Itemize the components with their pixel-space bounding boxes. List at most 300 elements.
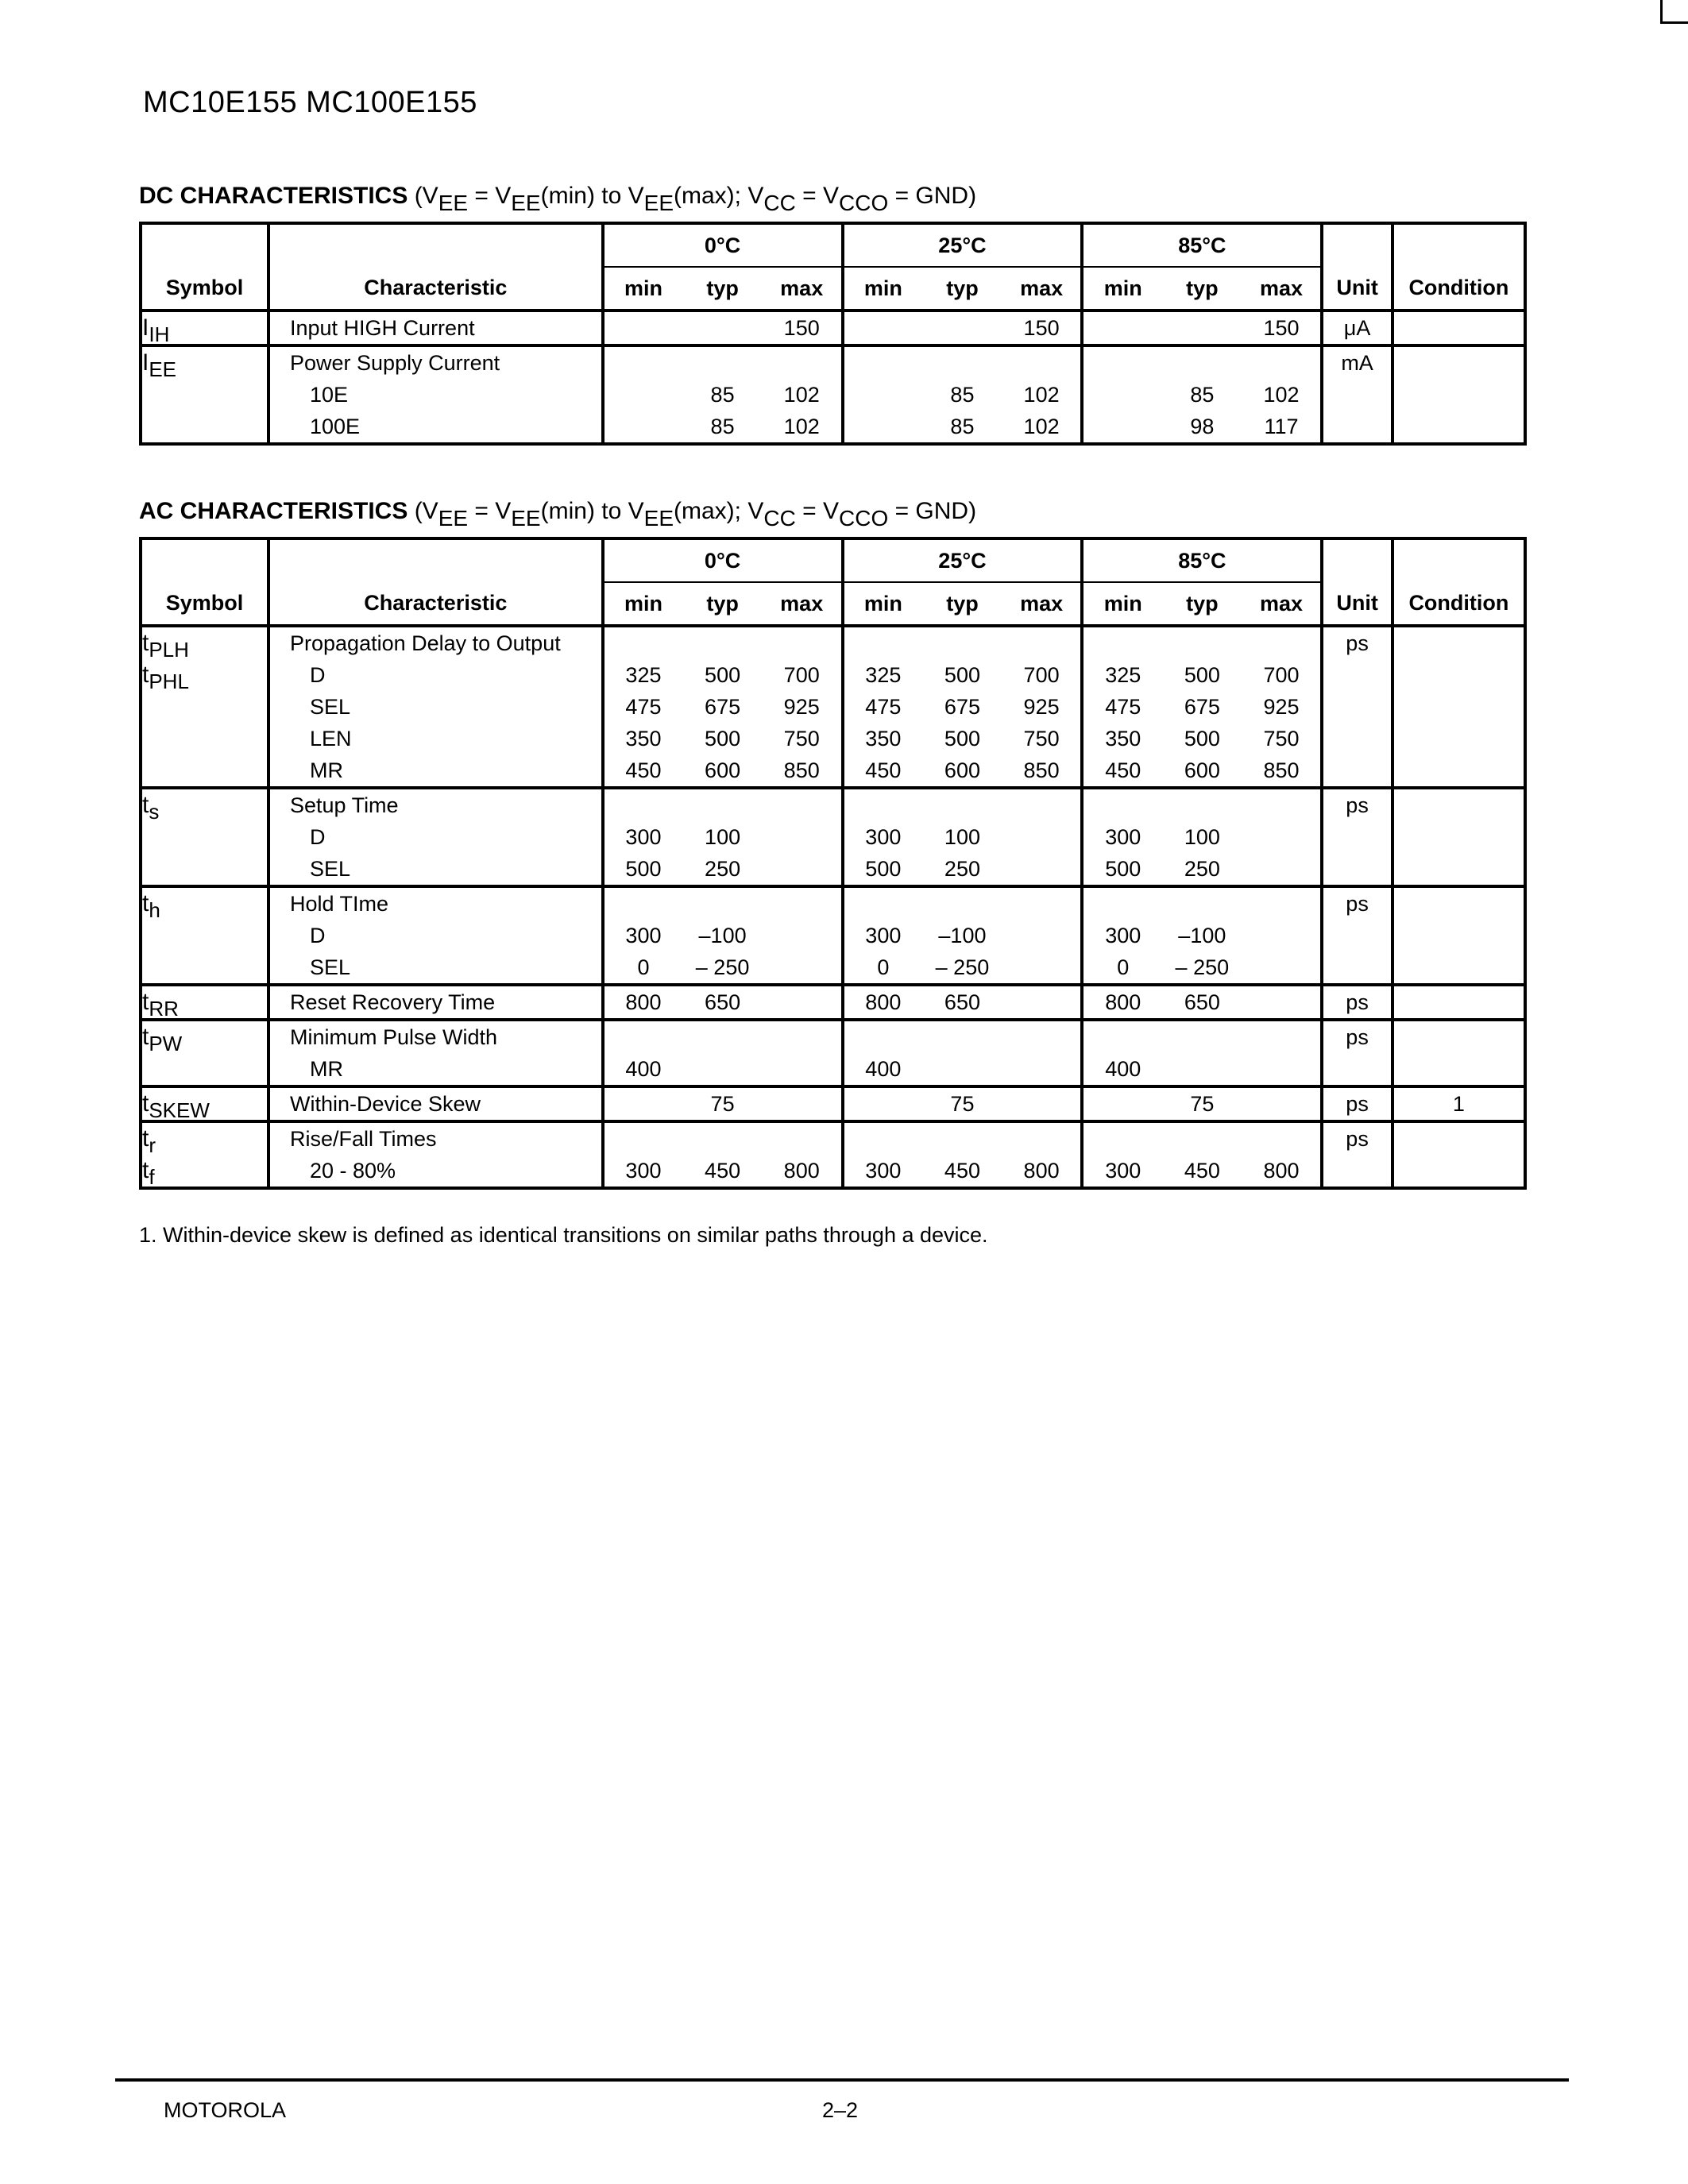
condition-cell xyxy=(1393,985,1525,1020)
value: 400 xyxy=(625,1057,662,1081)
value: 600 xyxy=(1184,758,1220,782)
characteristic-label: 100E xyxy=(310,415,361,438)
value: 300 xyxy=(625,825,662,849)
condition-header: Condition xyxy=(1393,582,1525,626)
value xyxy=(763,1053,841,1085)
value-cell xyxy=(1162,1121,1242,1188)
symbol-cell xyxy=(141,1020,268,1086)
typ-header: typ xyxy=(682,267,763,311)
characteristic-label: LEN xyxy=(310,727,352,751)
condition-cell xyxy=(1393,311,1525,345)
symbol: $t_f$ xyxy=(142,1157,155,1189)
value: 500 xyxy=(944,663,980,687)
value xyxy=(844,1123,923,1155)
typ-header: typ xyxy=(1162,267,1242,311)
value: 250 xyxy=(944,857,980,881)
value: – 250 xyxy=(695,955,750,979)
temp-header-85c: 85°C xyxy=(1082,538,1322,582)
value xyxy=(922,312,1002,344)
value-cell xyxy=(603,1121,683,1188)
value xyxy=(1242,951,1321,983)
symbol-cell xyxy=(141,985,268,1020)
value: 75 xyxy=(950,1092,975,1116)
value-cell xyxy=(922,311,1002,345)
condition-cell xyxy=(1393,345,1525,444)
characteristic-label: Rise/Fall Times xyxy=(290,1127,437,1151)
value: 850 xyxy=(783,758,820,782)
value-cell xyxy=(1002,886,1083,985)
value xyxy=(1242,888,1321,920)
crop-mark xyxy=(1660,0,1688,24)
unit: mA xyxy=(1341,351,1373,375)
value xyxy=(844,347,923,379)
value: 700 xyxy=(1263,663,1300,687)
value: 250 xyxy=(1184,857,1220,881)
value xyxy=(1162,888,1242,920)
value xyxy=(1083,1021,1162,1053)
value: 500 xyxy=(1184,727,1220,751)
value xyxy=(1242,821,1321,853)
value xyxy=(763,1123,841,1155)
max-header: max xyxy=(763,582,843,626)
value: 800 xyxy=(1263,1159,1300,1183)
max-header: max xyxy=(1242,582,1323,626)
value xyxy=(682,312,763,344)
symbol: $t_{SKEW}$ xyxy=(142,1090,210,1122)
page-title: MC10E155 MC100E155 xyxy=(143,86,477,119)
value xyxy=(1162,347,1242,379)
value xyxy=(1083,1123,1162,1155)
min-header: min xyxy=(843,582,923,626)
value-cell xyxy=(1162,985,1242,1020)
condition-cell xyxy=(1393,788,1525,886)
value xyxy=(1002,920,1081,951)
value: 750 xyxy=(1023,727,1060,751)
value xyxy=(605,888,683,920)
value: 800 xyxy=(625,990,662,1014)
value xyxy=(1083,347,1162,379)
symbol-cell xyxy=(141,626,268,788)
value xyxy=(763,853,841,885)
symbol: $t_h$ xyxy=(142,890,160,922)
value: 750 xyxy=(1263,727,1300,751)
value: 400 xyxy=(1105,1057,1141,1081)
value xyxy=(844,379,923,411)
temp-header-0c: 0°C xyxy=(603,538,843,582)
value-cell xyxy=(1242,1086,1323,1121)
value: 500 xyxy=(625,857,662,881)
characteristic-label: Input HIGH Current xyxy=(290,316,475,340)
value-cell xyxy=(1162,788,1242,886)
value: 300 xyxy=(1105,924,1141,947)
value: 102 xyxy=(1023,383,1060,407)
value-cell xyxy=(1162,886,1242,985)
value: 300 xyxy=(865,825,902,849)
value: 100 xyxy=(944,825,980,849)
symbol: $t_{PW}$ xyxy=(142,1024,183,1055)
value-cell xyxy=(922,626,1002,788)
typ-header: typ xyxy=(922,582,1002,626)
characteristic-label: D xyxy=(310,825,326,849)
footer-page-number: 2–2 xyxy=(822,2098,859,2122)
value xyxy=(922,1123,1002,1155)
value: 102 xyxy=(1023,415,1060,438)
symbol: $t_{PHL}$ xyxy=(142,662,189,693)
value xyxy=(1242,789,1321,821)
value xyxy=(1242,1053,1321,1085)
value xyxy=(922,347,1002,379)
value: 450 xyxy=(944,1159,980,1183)
value: 500 xyxy=(1184,663,1220,687)
unit-cell xyxy=(1322,886,1393,985)
value: 325 xyxy=(865,663,902,687)
characteristic-label: D xyxy=(310,663,326,687)
value xyxy=(1083,312,1162,344)
max-header: max xyxy=(1242,267,1323,311)
characteristic-label: D xyxy=(310,924,326,947)
condition-header-top xyxy=(1393,223,1525,267)
value-cell xyxy=(1082,1086,1162,1121)
characteristic-header-top xyxy=(268,538,603,582)
characteristic-cell xyxy=(268,788,603,886)
value xyxy=(605,411,683,442)
value: – 250 xyxy=(935,955,990,979)
characteristic-label: SEL xyxy=(310,857,351,881)
unit: ps xyxy=(1346,1127,1369,1151)
value xyxy=(682,789,763,821)
value xyxy=(1002,1053,1081,1085)
value: 150 xyxy=(783,316,820,340)
unit-cell xyxy=(1322,1086,1393,1121)
footnote: 1. Within-device skew is defined as identical transitions on similar paths through a device. xyxy=(139,1223,988,1247)
symbol: $I_{EE}$ xyxy=(142,349,177,381)
value-cell xyxy=(843,1020,923,1086)
characteristic-label: Hold TIme xyxy=(290,892,389,916)
value xyxy=(1002,888,1081,920)
value-cell xyxy=(1162,626,1242,788)
value-cell xyxy=(1002,1020,1083,1086)
value-cell xyxy=(682,1020,763,1086)
value: 75 xyxy=(1190,1092,1215,1116)
value: 475 xyxy=(1105,695,1141,719)
value-cell xyxy=(1082,886,1162,985)
symbol-cell xyxy=(141,311,268,345)
dc-heading-conditions: ($V_{EE} = V_{EE}(\min)$ to $V_{EE}(\max)$; $V_{CC} = V_{CCO} = GND$) xyxy=(414,183,977,215)
value-cell xyxy=(1002,788,1083,886)
value-cell xyxy=(763,626,843,788)
value: 450 xyxy=(1105,758,1141,782)
footer-rule xyxy=(115,2078,1569,2082)
table-row xyxy=(141,345,1525,444)
value: 117 xyxy=(1264,415,1299,438)
value xyxy=(1242,853,1321,885)
min-header: min xyxy=(603,582,683,626)
condition xyxy=(1394,1021,1524,1053)
characteristic-label: Propagation Delay to Output xyxy=(290,631,561,655)
value: 925 xyxy=(1023,695,1060,719)
value: –100 xyxy=(938,924,987,947)
ac-heading-bold: AC CHARACTERISTICS xyxy=(139,498,408,524)
dc-heading-bold: DC CHARACTERISTICS xyxy=(139,183,408,209)
value xyxy=(1242,1088,1321,1120)
characteristic-cell xyxy=(268,1020,603,1086)
min-header: min xyxy=(1082,582,1162,626)
value xyxy=(1002,347,1081,379)
value-cell xyxy=(843,985,923,1020)
value xyxy=(1002,853,1081,885)
value-cell xyxy=(1002,311,1083,345)
value: 300 xyxy=(865,924,902,947)
value xyxy=(1162,627,1242,659)
value xyxy=(922,1053,1002,1085)
symbol-header-top xyxy=(141,223,268,267)
value-cell xyxy=(603,311,683,345)
value-cell xyxy=(682,1121,763,1188)
value-cell xyxy=(603,626,683,788)
min-header: min xyxy=(603,267,683,311)
value: 100 xyxy=(1184,825,1220,849)
temp-header-25c: 25°C xyxy=(843,538,1083,582)
value-cell xyxy=(1002,626,1083,788)
characteristic-header: Characteristic xyxy=(268,267,603,311)
value xyxy=(682,1123,763,1155)
value-cell xyxy=(1002,1121,1083,1188)
footer-brand: MOTOROLA xyxy=(164,2098,287,2122)
value-cell xyxy=(682,886,763,985)
value-cell xyxy=(1242,311,1323,345)
unit: μA xyxy=(1343,316,1371,340)
symbol: $t_s$ xyxy=(142,792,160,824)
ac-heading-conditions: ($V_{EE} = V_{EE}(\min)$ to $V_{EE}(\max)$; $V_{CC} = V_{CCO} = GND$) xyxy=(414,498,977,531)
value: 800 xyxy=(865,990,902,1014)
characteristic-label: 10E xyxy=(310,383,349,407)
value xyxy=(605,1123,683,1155)
value: 350 xyxy=(625,727,662,751)
value: –100 xyxy=(698,924,747,947)
table-row xyxy=(141,788,1525,886)
unit-cell xyxy=(1322,1121,1393,1188)
table-row xyxy=(141,886,1525,985)
value: 850 xyxy=(1023,758,1060,782)
value: 750 xyxy=(783,727,820,751)
value-cell xyxy=(682,626,763,788)
value-cell xyxy=(603,1086,683,1121)
unit: ps xyxy=(1346,892,1369,916)
value: 500 xyxy=(1105,857,1141,881)
value: 500 xyxy=(705,727,741,751)
value-cell xyxy=(682,985,763,1020)
unit-cell xyxy=(1322,311,1393,345)
value: 600 xyxy=(944,758,980,782)
value: 500 xyxy=(865,857,902,881)
value xyxy=(1002,951,1081,983)
value xyxy=(682,888,763,920)
unit-cell xyxy=(1322,985,1393,1020)
characteristic-cell xyxy=(268,886,603,985)
value: 0 xyxy=(637,955,650,979)
value: 500 xyxy=(705,663,741,687)
value: 800 xyxy=(783,1159,820,1183)
value: 102 xyxy=(783,415,820,438)
symbol: $I_{IH}$ xyxy=(142,314,170,346)
value: 85 xyxy=(950,415,975,438)
characteristic-label: Reset Recovery Time xyxy=(290,990,496,1014)
value xyxy=(844,411,923,442)
value xyxy=(763,1021,841,1053)
value: 325 xyxy=(1105,663,1141,687)
value xyxy=(605,789,683,821)
value-cell xyxy=(1242,626,1323,788)
value: 98 xyxy=(1190,415,1215,438)
value xyxy=(1162,1123,1242,1155)
characteristic-label: Setup Time xyxy=(290,793,399,817)
value: 675 xyxy=(705,695,741,719)
value-cell xyxy=(1082,788,1162,886)
characteristic-header-top xyxy=(268,223,603,267)
condition-cell xyxy=(1393,886,1525,985)
value: 300 xyxy=(1105,1159,1141,1183)
table-row xyxy=(141,1020,1525,1086)
table-row xyxy=(141,311,1525,345)
value xyxy=(763,789,841,821)
value: 85 xyxy=(950,383,975,407)
value-cell xyxy=(1242,1121,1323,1188)
value xyxy=(922,1021,1002,1053)
unit-header: Unit xyxy=(1322,267,1393,311)
value xyxy=(1083,411,1162,442)
value: 925 xyxy=(1263,695,1300,719)
value: 800 xyxy=(1105,990,1141,1014)
value xyxy=(763,347,841,379)
value xyxy=(844,627,923,659)
symbol-header-top xyxy=(141,538,268,582)
unit-cell xyxy=(1322,788,1393,886)
symbol-cell xyxy=(141,886,268,985)
value xyxy=(1242,920,1321,951)
value xyxy=(844,789,923,821)
unit: ps xyxy=(1346,990,1369,1014)
value-cell xyxy=(843,1086,923,1121)
value-cell xyxy=(1162,1020,1242,1086)
value-cell xyxy=(922,788,1002,886)
value-cell xyxy=(843,886,923,985)
value xyxy=(1083,379,1162,411)
value xyxy=(763,888,841,920)
value-cell xyxy=(1242,788,1323,886)
value xyxy=(1002,1021,1081,1053)
symbol-header: Symbol xyxy=(141,267,268,311)
symbol-cell xyxy=(141,345,268,444)
value xyxy=(605,347,683,379)
value-cell xyxy=(1242,1020,1323,1086)
table-row xyxy=(141,985,1525,1020)
value: 500 xyxy=(944,727,980,751)
value xyxy=(1002,986,1081,1018)
condition-cell xyxy=(1393,626,1525,788)
value xyxy=(922,627,1002,659)
typ-header: typ xyxy=(682,582,763,626)
value-cell xyxy=(843,626,923,788)
value-cell xyxy=(763,1086,843,1121)
value: 150 xyxy=(1263,316,1300,340)
value: 250 xyxy=(705,857,741,881)
temp-header-0c: 0°C xyxy=(603,223,843,267)
value xyxy=(1242,347,1321,379)
value xyxy=(1002,821,1081,853)
value xyxy=(1162,1021,1242,1053)
table-row xyxy=(141,1121,1525,1188)
value xyxy=(763,986,841,1018)
max-header: max xyxy=(1002,267,1083,311)
typ-header: typ xyxy=(1162,582,1242,626)
value xyxy=(605,312,683,344)
value: 350 xyxy=(1105,727,1141,751)
value: 850 xyxy=(1263,758,1300,782)
value-cell xyxy=(603,788,683,886)
value-cell xyxy=(843,345,923,444)
value-cell xyxy=(843,788,923,886)
value-cell xyxy=(1082,626,1162,788)
value xyxy=(1083,888,1162,920)
value xyxy=(1242,1021,1321,1053)
value xyxy=(605,379,683,411)
max-header: max xyxy=(1002,582,1083,626)
value xyxy=(844,312,923,344)
value-cell xyxy=(1242,985,1323,1020)
value: 450 xyxy=(705,1159,741,1183)
value-cell xyxy=(1162,311,1242,345)
symbol-cell xyxy=(141,1086,268,1121)
value xyxy=(1242,1123,1321,1155)
symbol: $t_r$ xyxy=(142,1125,156,1157)
value-cell xyxy=(1002,985,1083,1020)
characteristic-label: MR xyxy=(310,758,343,782)
characteristic-cell xyxy=(268,1121,603,1188)
characteristic-label: Power Supply Current xyxy=(290,351,500,375)
unit: ps xyxy=(1346,1092,1369,1116)
value-cell xyxy=(603,345,683,444)
unit-header-top xyxy=(1322,223,1393,267)
characteristic-cell xyxy=(268,345,603,444)
symbol: $t_{RR}$ xyxy=(142,989,179,1021)
value-cell xyxy=(603,1020,683,1086)
condition xyxy=(1394,888,1524,920)
value-cell xyxy=(1082,1121,1162,1188)
symbol-cell xyxy=(141,788,268,886)
ac-characteristics-table xyxy=(139,537,1527,1190)
value xyxy=(1083,789,1162,821)
value xyxy=(682,347,763,379)
value-cell xyxy=(1242,886,1323,985)
condition-cell xyxy=(1393,1086,1525,1121)
value xyxy=(682,627,763,659)
value: 85 xyxy=(710,415,735,438)
value xyxy=(605,1021,683,1053)
value: 800 xyxy=(1023,1159,1060,1183)
symbol-header: Symbol xyxy=(141,582,268,626)
value xyxy=(605,1088,683,1120)
value-cell xyxy=(922,1121,1002,1188)
value: –100 xyxy=(1178,924,1226,947)
characteristic-cell xyxy=(268,311,603,345)
value: 300 xyxy=(1105,825,1141,849)
value: 325 xyxy=(625,663,662,687)
value: 300 xyxy=(625,924,662,947)
condition-header-top xyxy=(1393,538,1525,582)
value: 675 xyxy=(944,695,980,719)
value-cell xyxy=(682,345,763,444)
value xyxy=(1083,627,1162,659)
